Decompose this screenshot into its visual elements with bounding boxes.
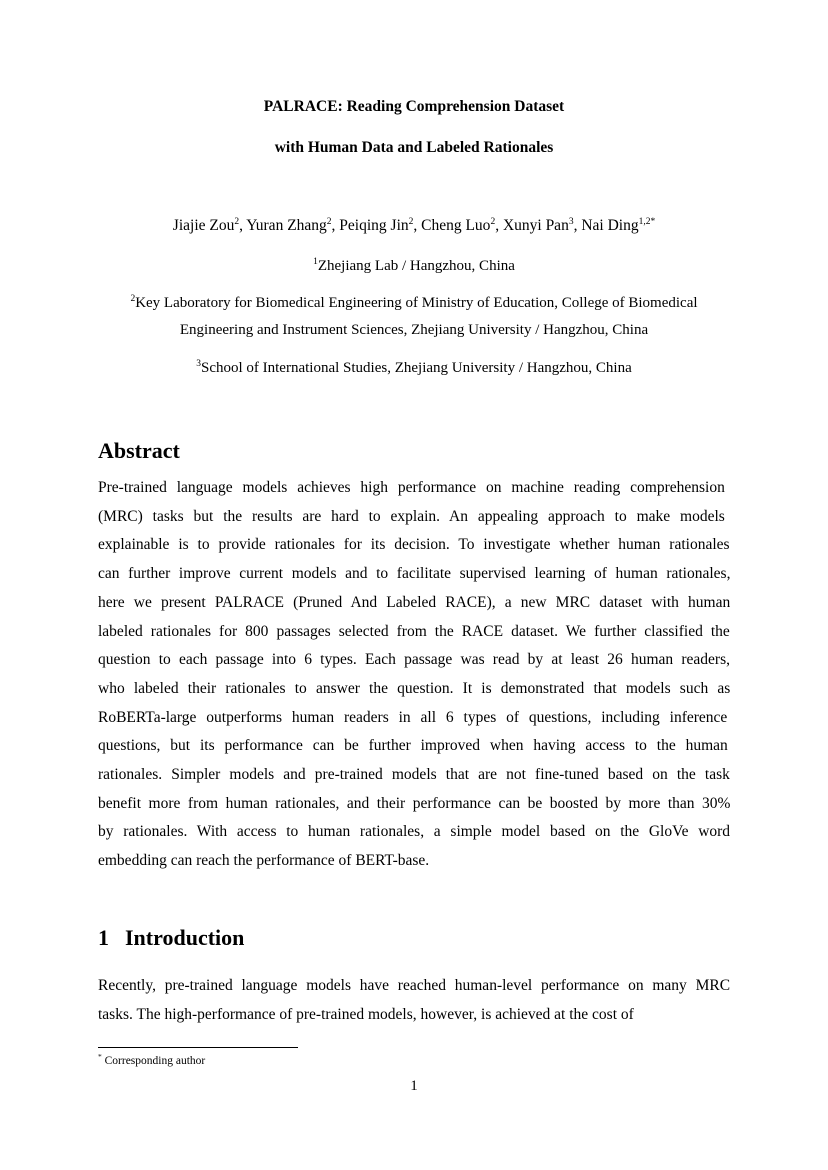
section-title: Introduction	[125, 925, 245, 950]
footnote-text: Corresponding author	[104, 1055, 206, 1067]
author-affiliation-marker: 2	[490, 216, 496, 227]
text-line: can further improve current models and to facilitate supervised learning of human rationales,	[98, 565, 731, 583]
affiliation-text: School of International Studies, Zhejiang University / Hangzhou, China	[200, 360, 632, 376]
text-line: Recently, pre-trained language models have reached human-level performance on many MRC	[98, 977, 731, 994]
affiliation-marker: 3	[196, 359, 201, 369]
section-number: 1	[98, 925, 109, 950]
text-line: explainable is to provide rationales for its decision. To investigate whether human rationales	[98, 536, 730, 554]
author-name: Cheng Luo	[421, 217, 491, 234]
affiliation-text: Zhejiang Lab / Hangzhou, China	[317, 258, 515, 274]
text-line: embedding can reach the performance of BERT-base.	[98, 852, 430, 870]
footnote	[98, 1052, 206, 1067]
paper-title-line-1: PALRACE: Reading Comprehension Dataset	[263, 98, 565, 115]
introduction-heading	[98, 925, 244, 951]
footnote-divider	[98, 1047, 298, 1048]
affiliation-1	[0, 253, 828, 280]
text-line: RoBERTa-large outperforms human readers in all 6 types of questions, including inference	[98, 708, 728, 726]
author-separator: ,	[331, 217, 340, 234]
affiliation-3	[0, 355, 828, 382]
text-line: Pre-trained language models achieves high performance on machine reading comprehension	[98, 479, 725, 496]
abstract-body	[98, 474, 730, 876]
text-line: (MRC) tasks but the results are hard to explain. An appealing approach to make models	[98, 507, 725, 525]
author-list	[0, 217, 828, 235]
author-name: Jiajie Zou	[172, 217, 235, 234]
author-affiliation-marker: 2	[408, 216, 414, 227]
author-affiliation-marker: 2	[234, 216, 240, 227]
text-line: who labeled their rationales to answer the question. It is demonstrated that models such as	[98, 679, 731, 697]
author-name: Peiqing Jin	[339, 217, 409, 234]
text-line: rationales. Simpler models and pre-trained models that are not fine-tuned based on the task	[98, 766, 730, 784]
paper-title-line-2: with Human Data and Labeled Rationales	[274, 139, 554, 156]
author-name: Xunyi Pan	[502, 217, 569, 234]
page-number: 1	[410, 1078, 418, 1094]
affiliation-marker: 1	[313, 257, 318, 267]
affiliation-text: Key Laboratory for Biomedical Engineering of Ministry of Education, College of Biomedical	[135, 295, 698, 311]
text-line: question to each passage into 6 types. Each passage was read by at least 26 human readers,	[98, 651, 730, 669]
affiliation-2	[0, 290, 828, 344]
text-line: questions, but its performance can be further improved when having access to the human	[98, 737, 728, 755]
text-line: benefit more from human rationales, and their performance can be boosted by more than 30%	[98, 794, 731, 812]
text-line: labeled rationales for 800 passages selected from the RACE dataset. We further classified the	[98, 622, 730, 640]
author-name: Nai Ding	[581, 217, 639, 234]
author-affiliation-marker: 1,2*	[638, 216, 656, 227]
footnote-marker: *	[98, 1052, 102, 1062]
author-separator: ,	[573, 217, 582, 234]
author-separator: ,	[239, 217, 247, 234]
affiliation-marker: 2	[130, 294, 136, 304]
author-name: Yuran Zhang	[246, 217, 327, 234]
introduction-body	[98, 972, 730, 1029]
author-separator: ,	[413, 217, 422, 234]
text-line: here we present PALRACE (Pruned And Labeled RACE), a new MRC dataset with human	[98, 593, 731, 611]
text-line: tasks. The high-performance of pre-trained models, however, is achieved at the cost of	[98, 1005, 634, 1023]
author-affiliation-marker: 2	[326, 216, 332, 227]
author-separator: ,	[495, 217, 503, 234]
text-line: by rationales. With access to human rationales, a simple model based on the GloVe word	[98, 823, 731, 841]
author-affiliation-marker: 3	[568, 216, 574, 227]
affiliation-text-continued: Engineering and Instrument Sciences, Zhejiang University / Hangzhou, China	[179, 322, 649, 338]
abstract-heading: Abstract	[98, 438, 180, 463]
